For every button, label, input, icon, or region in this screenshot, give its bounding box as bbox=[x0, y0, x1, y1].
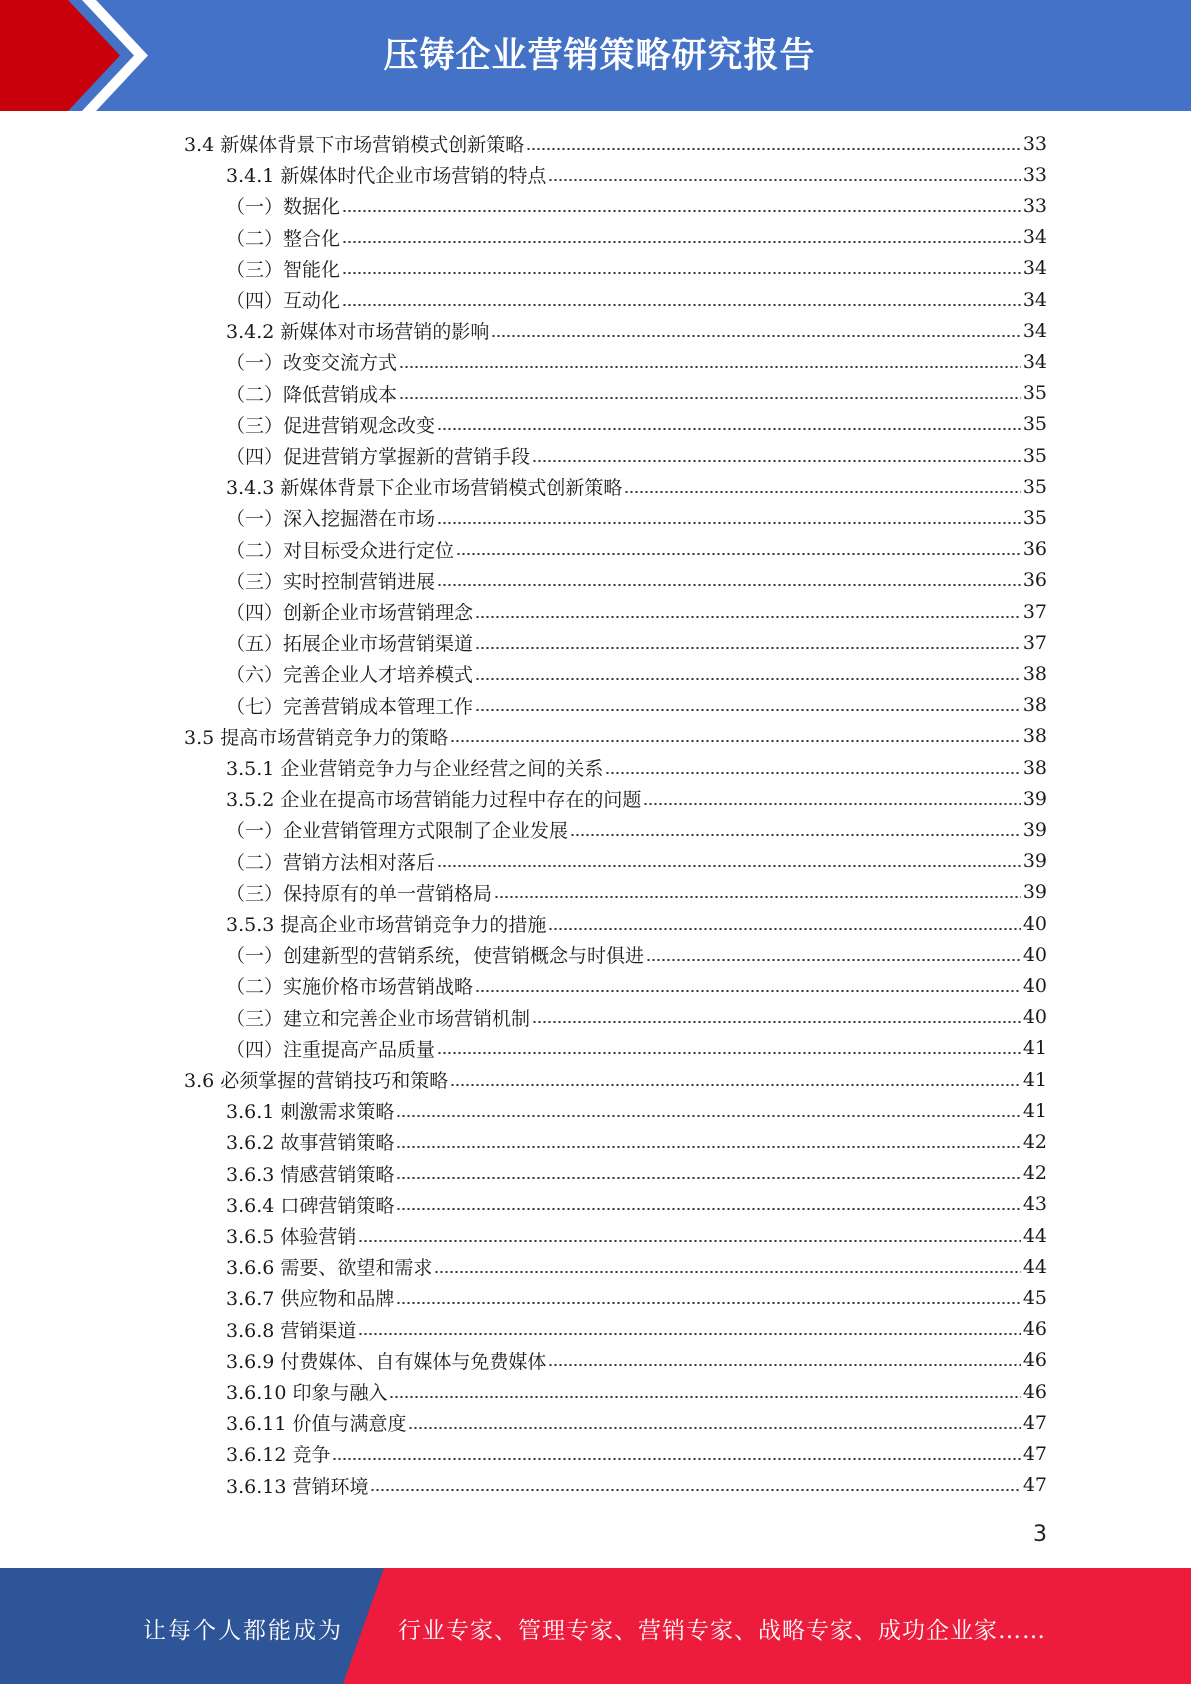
toc-entry-page: 35 bbox=[1022, 444, 1047, 467]
toc-entry-label: （二）对目标受众进行定位 bbox=[226, 539, 455, 562]
toc-dot-leader bbox=[408, 1427, 1020, 1429]
toc-entry-page: 33 bbox=[1022, 132, 1047, 155]
toc-entry-label: （三）保持原有的单一营销格局 bbox=[226, 882, 493, 905]
toc-entry[interactable] bbox=[226, 1376, 1047, 1407]
toc-entry[interactable] bbox=[226, 1251, 1047, 1282]
toc-entry-label: 3.5.3 提高企业市场营销竞争力的措施 bbox=[226, 914, 547, 936]
toc-dot-leader bbox=[437, 1052, 1021, 1054]
toc-entry-page: 38 bbox=[1022, 662, 1047, 685]
toc-dot-leader bbox=[643, 803, 1020, 805]
toc-entry[interactable] bbox=[226, 752, 1047, 783]
toc-dot-leader bbox=[475, 616, 1021, 618]
toc-entry-label: （三）智能化 bbox=[226, 258, 341, 281]
toc-entry-page: 39 bbox=[1022, 787, 1047, 810]
toc-entry-page: 38 bbox=[1022, 725, 1047, 748]
toc-entry-label: 3.6.7 供应物和品牌 bbox=[226, 1288, 395, 1311]
page-footer bbox=[0, 1568, 1191, 1684]
toc-entry-page: 44 bbox=[1022, 1224, 1047, 1247]
toc-entry-label: 3.4.1 新媒体时代企业市场营销的特点 bbox=[226, 165, 547, 188]
toc-dot-leader bbox=[475, 647, 1021, 649]
toc-entry-label: 3.6.10 印象与融入 bbox=[226, 1382, 388, 1404]
toc-entry[interactable] bbox=[226, 846, 1047, 877]
toc-entry-label: （四）注重提高产品质量 bbox=[226, 1038, 436, 1061]
toc-entry[interactable] bbox=[226, 690, 1047, 721]
toc-entry-page: 37 bbox=[1022, 600, 1047, 623]
toc-entry-page: 37 bbox=[1022, 631, 1047, 654]
toc-entry[interactable] bbox=[226, 970, 1047, 1001]
toc-dot-leader bbox=[475, 990, 1021, 992]
toc-dot-leader bbox=[358, 1333, 1020, 1335]
toc-entry[interactable] bbox=[226, 783, 1047, 814]
toc-entry-label: 3.6.4 口碑营销策略 bbox=[226, 1194, 395, 1217]
toc-entry-label: （七）完善营销成本管理工作 bbox=[226, 695, 474, 718]
toc-entry-label: 3.6.6 需要、欲望和需求 bbox=[226, 1257, 433, 1280]
toc-entry-page: 40 bbox=[1022, 912, 1047, 935]
toc-dot-leader bbox=[389, 1396, 1020, 1398]
toc-entry-page: 38 bbox=[1022, 694, 1047, 717]
toc-entry-page: 35 bbox=[1022, 475, 1047, 498]
toc-dot-leader bbox=[358, 1240, 1020, 1242]
toc-entry[interactable] bbox=[184, 721, 1047, 752]
toc-entry[interactable] bbox=[226, 1282, 1047, 1313]
toc-dot-leader bbox=[342, 272, 1021, 274]
toc-dot-leader bbox=[437, 865, 1021, 867]
toc-entry[interactable] bbox=[226, 471, 1047, 502]
toc-dot-leader bbox=[570, 834, 1021, 836]
toc-dot-leader bbox=[342, 210, 1021, 212]
toc-entry[interactable] bbox=[226, 1470, 1047, 1501]
toc-entry[interactable] bbox=[226, 1158, 1047, 1189]
toc-entry-label: 3.6.11 价值与满意度 bbox=[226, 1413, 407, 1436]
toc-entry-page: 41 bbox=[1022, 1037, 1047, 1060]
toc-entry-label: （二）营销方法相对落后 bbox=[226, 851, 436, 874]
toc-entry[interactable] bbox=[184, 128, 1047, 159]
toc-entry-page: 38 bbox=[1022, 756, 1047, 779]
toc-entry-label: 3.6.5 体验营销 bbox=[226, 1226, 357, 1248]
toc-entry[interactable] bbox=[226, 190, 1047, 221]
toc-entry[interactable] bbox=[226, 627, 1047, 658]
toc-entry[interactable] bbox=[226, 814, 1047, 845]
toc-dot-leader bbox=[624, 491, 1020, 493]
toc-dot-leader bbox=[475, 678, 1021, 680]
toc-entry[interactable] bbox=[226, 315, 1047, 346]
page-number: 3 bbox=[1033, 1522, 1047, 1547]
toc-entry-label: 3.6.9 付费媒体、自有媒体与免费媒体 bbox=[226, 1350, 547, 1373]
toc-dot-leader bbox=[342, 304, 1021, 306]
toc-dot-leader bbox=[399, 366, 1021, 368]
toc-dot-leader bbox=[605, 772, 1020, 774]
toc-entry-page: 34 bbox=[1022, 319, 1047, 342]
toc-dot-leader bbox=[396, 1146, 1020, 1148]
toc-entry-label: （一）深入挖掘潜在市场 bbox=[226, 508, 436, 531]
toc-entry-page: 34 bbox=[1022, 350, 1047, 373]
toc-entry-label: （四）创新企业市场营销理念 bbox=[226, 602, 474, 624]
toc-dot-leader bbox=[456, 553, 1021, 555]
toc-dot-leader bbox=[396, 1208, 1020, 1210]
toc-entry-page: 35 bbox=[1022, 413, 1047, 436]
toc-dot-leader bbox=[332, 1458, 1020, 1460]
toc-dot-leader bbox=[396, 1177, 1020, 1179]
toc-entry-page: 41 bbox=[1022, 1068, 1047, 1091]
toc-entry-label: （一）创建新型的营销系统，使营销概念与时俱进 bbox=[226, 945, 645, 968]
toc-entry-page: 47 bbox=[1022, 1442, 1047, 1465]
toc-entry[interactable] bbox=[226, 1002, 1047, 1033]
toc-entry-page: 41 bbox=[1022, 1099, 1047, 1122]
toc-entry-page: 34 bbox=[1022, 288, 1047, 311]
toc-entry-label: （四）促进营销方掌握新的营销手段 bbox=[226, 446, 531, 468]
toc-dot-leader bbox=[437, 522, 1021, 524]
toc-entry-page: 40 bbox=[1022, 943, 1047, 966]
toc-entry-page: 39 bbox=[1022, 818, 1047, 841]
toc-entry[interactable] bbox=[226, 346, 1047, 377]
toc-dot-leader bbox=[396, 1115, 1020, 1117]
toc-entry-label: 3.4.3 新媒体背景下企业市场营销模式创新策略 bbox=[226, 477, 623, 500]
toc-dot-leader bbox=[396, 1302, 1020, 1304]
toc-entry-label: （一）企业营销管理方式限制了企业发展 bbox=[226, 820, 569, 843]
toc-entry[interactable] bbox=[226, 1220, 1047, 1251]
toc-entry[interactable] bbox=[226, 908, 1047, 939]
toc-dot-leader bbox=[370, 1489, 1020, 1491]
page-header bbox=[0, 0, 1191, 111]
toc-entry-label: （三）促进营销观念改变 bbox=[226, 414, 436, 437]
toc-entry-label: （二）降低营销成本 bbox=[226, 383, 398, 406]
toc-entry-label: （三）建立和完善企业市场营销机制 bbox=[226, 1007, 531, 1030]
toc-dot-leader bbox=[491, 335, 1020, 337]
toc-entry-page: 42 bbox=[1022, 1130, 1047, 1153]
toc-entry-page: 40 bbox=[1022, 974, 1047, 997]
toc-entry-page: 46 bbox=[1022, 1318, 1047, 1341]
toc-dot-leader bbox=[494, 896, 1021, 898]
toc-entry-label: 3.6.13 营销环境 bbox=[226, 1475, 369, 1498]
toc-entry-label: 3.6 必须掌握的营销技巧和策略 bbox=[184, 1070, 449, 1092]
toc-entry-label: （一）改变交流方式 bbox=[226, 352, 398, 375]
toc-entry[interactable] bbox=[226, 378, 1047, 409]
toc-entry[interactable] bbox=[226, 440, 1047, 471]
toc-entry[interactable] bbox=[226, 1095, 1047, 1126]
toc-entry[interactable] bbox=[226, 1345, 1047, 1376]
toc-entry[interactable] bbox=[226, 565, 1047, 596]
toc-entry-page: 34 bbox=[1022, 226, 1047, 249]
toc-entry-label: 3.5 提高市场营销竞争力的策略 bbox=[184, 726, 449, 749]
toc-entry[interactable] bbox=[226, 1189, 1047, 1220]
toc-entry[interactable] bbox=[226, 222, 1047, 253]
toc-entry-label: （六）完善企业人才培养模式 bbox=[226, 664, 474, 687]
toc-entry-page: 46 bbox=[1022, 1349, 1047, 1372]
toc-entry[interactable] bbox=[226, 939, 1047, 970]
toc-dot-leader bbox=[646, 959, 1021, 961]
toc-entry[interactable] bbox=[226, 596, 1047, 627]
toc-dot-leader bbox=[548, 1364, 1020, 1366]
toc-entry[interactable] bbox=[226, 1033, 1047, 1064]
toc-entry-page: 33 bbox=[1022, 194, 1047, 217]
toc-entry-page: 36 bbox=[1022, 538, 1047, 561]
footer-slogan-right: 行业专家、管理专家、营销专家、战略专家、成功企业家…… bbox=[398, 1618, 1046, 1644]
toc-entry-page: 42 bbox=[1022, 1162, 1047, 1185]
toc-dot-leader bbox=[399, 397, 1021, 399]
footer-slogan-left: 让每个人都能成为 bbox=[143, 1618, 343, 1644]
toc-entry[interactable] bbox=[184, 1064, 1047, 1095]
toc-entry-label: 3.4.2 新媒体对市场营销的影响 bbox=[226, 321, 490, 344]
toc-entry-page: 34 bbox=[1022, 257, 1047, 280]
toc-entry-page: 35 bbox=[1022, 506, 1047, 529]
toc-entry-label: （三）实时控制营销进展 bbox=[226, 570, 436, 593]
toc-dot-leader bbox=[475, 709, 1021, 711]
toc-entry[interactable] bbox=[226, 1126, 1047, 1157]
toc-entry[interactable] bbox=[226, 1407, 1047, 1438]
toc-entry-label: 3.4 新媒体背景下市场营销模式创新策略 bbox=[184, 134, 525, 156]
toc-entry[interactable] bbox=[226, 534, 1047, 565]
toc-entry-label: 3.6.12 竞争 bbox=[226, 1444, 331, 1467]
toc-entry-label: 3.6.3 情感营销策略 bbox=[226, 1163, 395, 1186]
toc-entry-label: （四）互动化 bbox=[226, 290, 341, 312]
toc-entry[interactable] bbox=[226, 1314, 1047, 1345]
toc-entry-label: 3.6.8 营销渠道 bbox=[226, 1319, 357, 1342]
toc-dot-leader bbox=[434, 1271, 1020, 1273]
toc-dot-leader bbox=[532, 1021, 1021, 1023]
toc-entry-label: （五）拓展企业市场营销渠道 bbox=[226, 633, 474, 656]
toc-entry-page: 33 bbox=[1022, 163, 1047, 186]
toc-entry-page: 44 bbox=[1022, 1255, 1047, 1278]
toc-dot-leader bbox=[342, 241, 1021, 243]
toc-entry[interactable] bbox=[226, 409, 1047, 440]
toc-entry-page: 45 bbox=[1022, 1286, 1047, 1309]
toc-entry[interactable] bbox=[226, 658, 1047, 689]
toc-entry[interactable] bbox=[226, 159, 1047, 190]
toc-entry-page: 35 bbox=[1022, 382, 1047, 405]
toc-entry-label: （二）实施价格市场营销战略 bbox=[226, 976, 474, 999]
toc-dot-leader bbox=[526, 148, 1021, 150]
toc-entry-page: 39 bbox=[1022, 850, 1047, 873]
toc-entry-page: 40 bbox=[1022, 1006, 1047, 1029]
toc-entry-page: 47 bbox=[1022, 1411, 1047, 1434]
toc-dot-leader bbox=[548, 179, 1020, 181]
toc-dot-leader bbox=[532, 460, 1021, 462]
toc-entry-label: 3.5.1 企业营销竞争力与企业经营之间的关系 bbox=[226, 758, 604, 780]
toc-entry-page: 43 bbox=[1022, 1193, 1047, 1216]
document-title: 压铸企业营销策略研究报告 bbox=[383, 36, 816, 76]
toc-entry-page: 46 bbox=[1022, 1380, 1047, 1403]
toc-dot-leader bbox=[450, 1084, 1021, 1086]
toc-entry-page: 47 bbox=[1022, 1474, 1047, 1497]
toc-entry-page: 39 bbox=[1022, 881, 1047, 904]
toc-dot-leader bbox=[437, 428, 1021, 430]
toc-entry-label: 3.6.1 刺激需求策略 bbox=[226, 1101, 395, 1124]
toc-entry-label: （二）整合化 bbox=[226, 227, 341, 250]
toc-dot-leader bbox=[437, 584, 1021, 586]
toc-dot-leader bbox=[450, 740, 1021, 742]
toc-entry[interactable] bbox=[226, 877, 1047, 908]
toc-entry[interactable] bbox=[226, 253, 1047, 284]
toc-entry[interactable] bbox=[226, 1438, 1047, 1469]
toc-entry[interactable] bbox=[226, 284, 1047, 315]
toc-dot-leader bbox=[548, 928, 1020, 930]
toc-entry-label: （一）数据化 bbox=[226, 196, 341, 219]
toc-entry[interactable] bbox=[226, 502, 1047, 533]
toc-entry-label: 3.5.2 企业在提高市场营销能力过程中存在的问题 bbox=[226, 789, 642, 812]
toc-entry-label: 3.6.2 故事营销策略 bbox=[226, 1132, 395, 1155]
toc-entry-page: 36 bbox=[1022, 569, 1047, 592]
